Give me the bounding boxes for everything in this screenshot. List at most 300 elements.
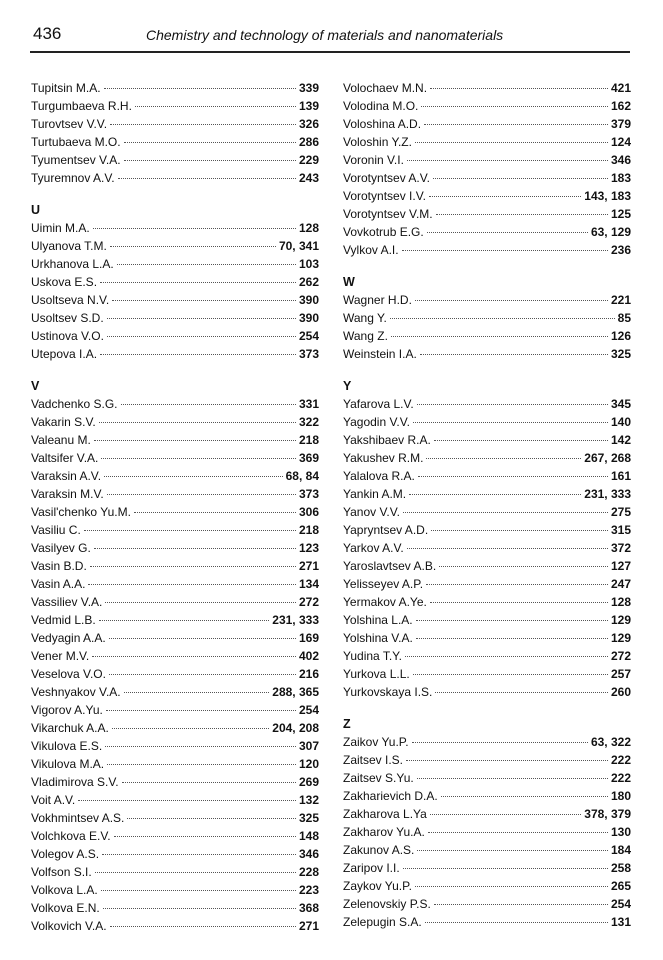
index-entry [343,665,631,683]
section-letter-heading: Y [343,379,352,393]
author-name: Yurkovskaya I.S. [343,685,433,699]
page-reference: 369 [298,451,319,465]
index-entry [343,503,631,521]
page-reference: 271 [298,559,319,573]
author-name: Yagodin V.V. [343,415,410,429]
author-name: Usoltseva N.V. [31,293,110,307]
page-reference: 129 [610,631,631,645]
dot-leader [109,637,296,639]
section-letter-heading: W [343,275,355,289]
author-name: Vasilyev G. [31,541,91,555]
author-name: Zaripov I.I. [343,861,400,875]
header-rule [30,51,630,53]
author-name: Zakharievich D.A. [343,789,438,803]
index-entry [343,327,631,345]
dot-leader [390,317,615,319]
page-reference: 85 [617,311,631,325]
dot-leader [107,763,296,765]
dot-leader [93,227,296,229]
author-name: Zaitsev S.Yu. [343,771,414,785]
index-entry [31,219,319,237]
dot-leader [436,213,608,215]
index-column-left [31,79,319,935]
author-name: Volkova L.A. [31,883,98,897]
index-entry [343,751,631,769]
page-reference: 142 [610,433,631,447]
dot-leader [110,123,296,125]
page-reference: 222 [610,753,631,767]
dot-leader [434,903,608,905]
index-entry [31,611,319,629]
dot-leader [415,141,608,143]
dot-leader [425,921,608,923]
section-letter-heading: V [31,379,40,393]
dot-leader [412,741,588,743]
author-name: Vorotyntsev A.V. [343,171,430,185]
author-name: Valeanu M. [31,433,91,447]
index-entry [31,273,319,291]
dot-leader [112,299,296,301]
dot-leader [99,421,296,423]
index-entry [31,575,319,593]
page-reference: 267, 268 [584,451,631,465]
dot-leader [134,511,296,513]
page-reference: 421 [610,81,631,95]
index-entry [343,449,631,467]
page-reference: 254 [298,329,319,343]
author-name: Yapryntsev A.D. [343,523,429,537]
index-entry [343,169,631,187]
dot-leader [110,925,296,927]
author-name: Zelepugin S.A. [343,915,422,929]
dot-leader [109,673,296,675]
dot-leader [95,871,296,873]
index-entry [31,79,319,97]
index-entry [343,859,631,877]
author-name: Varaksin A.V. [31,469,102,483]
index-entry [31,395,319,413]
page-reference: 368 [298,901,319,915]
author-name: Vovkotrub E.G. [343,225,424,239]
index-entry [343,97,631,115]
index-entry [343,593,631,611]
author-name: Vedmid L.B. [31,613,96,627]
author-name: Volochaev M.N. [343,81,428,95]
author-name: Vikulova E.S. [31,739,103,753]
author-name: Wagner H.D. [343,293,412,307]
index-entry [343,769,631,787]
dot-leader [104,475,283,477]
page-reference: 161 [610,469,631,483]
index-entry [31,539,319,557]
author-name: Valtsifer V.A. [31,451,99,465]
page-reference: 148 [298,829,319,843]
dot-leader [107,317,296,319]
page-reference: 262 [298,275,319,289]
author-name: Vadchenko S.G. [31,397,118,411]
page-reference: 346 [298,847,319,861]
index-entry [31,737,319,755]
author-name: Yalalova R.A. [343,469,415,483]
dot-leader [407,159,608,161]
dot-leader [78,799,296,801]
page-reference: 254 [610,897,631,911]
dot-leader [100,281,296,283]
author-name: Yermakov A.Ye. [343,595,427,609]
page-reference: 184 [610,843,631,857]
index-entry [31,773,319,791]
author-name: Yakushev R.M. [343,451,424,465]
index-entry [343,557,631,575]
dot-leader [84,529,296,531]
page-reference: 243 [298,171,319,185]
index-entry [31,899,319,917]
page-reference: 265 [610,879,631,893]
index-entry [31,845,319,863]
page-reference: 126 [610,329,631,343]
dot-leader [431,529,608,531]
index-entry [31,701,319,719]
dot-leader [435,691,608,693]
index-entry [31,827,319,845]
index-entry [31,503,319,521]
page-reference: 345 [610,397,631,411]
page-reference: 124 [610,135,631,149]
index-entry [343,187,631,205]
dot-leader [121,403,296,405]
author-name: Uskova E.S. [31,275,98,289]
page-reference: 257 [610,667,631,681]
author-name: Vigorov A.Yu. [31,703,103,717]
dot-leader [114,835,296,837]
index-entry [31,133,319,151]
dot-leader [105,601,296,603]
author-name: Weinstein I.A. [343,347,417,361]
page-reference: 131 [610,915,631,929]
dot-leader [413,673,608,675]
author-name: Vasiliu C. [31,523,81,537]
index-entry [343,683,631,701]
index-entry [343,345,631,363]
page-reference: 231, 333 [272,613,319,627]
page-reference: 70, 341 [278,239,319,253]
author-name: Yankin A.M. [343,487,407,501]
index-entry [343,629,631,647]
index-entry [31,917,319,935]
author-name: Yelisseyev A.P. [343,577,424,591]
dot-leader [127,817,296,819]
dot-leader [106,709,296,711]
page-reference: 379 [610,117,631,131]
author-name: Yurkova L.L. [343,667,410,681]
author-name: Yaroslavtsev A.B. [343,559,437,573]
page-reference: 128 [610,595,631,609]
author-name: Turtubaeva M.O. [31,135,121,149]
dot-leader [428,831,608,833]
author-name: Zaitsev I.S. [343,753,404,767]
dot-leader [135,105,296,107]
index-entry [343,485,631,503]
page-reference: 143, 183 [584,189,631,203]
dot-leader [417,403,608,405]
index-entry [343,115,631,133]
author-name: Tyuremnov A.V. [31,171,115,185]
dot-leader [124,159,296,161]
author-name: Wang Z. [343,329,388,343]
index-entry [31,431,319,449]
page-reference: 132 [298,793,319,807]
page-reference: 204, 208 [272,721,319,735]
index-entry [343,733,631,751]
page-reference: 125 [610,207,631,221]
index-entry [343,395,631,413]
author-name: Vener M.V. [31,649,90,663]
author-name: Ustinova V.O. [31,329,104,343]
dot-leader [88,583,295,585]
dot-leader [415,885,608,887]
dot-leader [415,299,608,301]
page-reference: 120 [298,757,319,771]
index-entry [31,449,319,467]
dot-leader [100,353,296,355]
index-entry [31,327,319,345]
page-reference: 216 [298,667,319,681]
author-name: Turgumbaeva R.H. [31,99,132,113]
index-entry [31,309,319,327]
page-reference: 139 [298,99,319,113]
page-reference: 63, 322 [590,735,631,749]
author-name: Voronin V.I. [343,153,404,167]
author-name: Voit A.V. [31,793,76,807]
author-name: Vikulova M.A. [31,757,105,771]
dot-leader [402,249,608,251]
index-entry [343,151,631,169]
index-entry [343,841,631,859]
page-reference: 183 [610,171,631,185]
index-entry [343,241,631,259]
dot-leader [418,475,608,477]
dot-leader [433,177,608,179]
page-reference: 373 [298,347,319,361]
index-entry [31,683,319,701]
author-name: Yarkov A.V. [343,541,404,555]
author-name: Voloshin Y.Z. [343,135,412,149]
page-reference: 247 [610,577,631,591]
index-entry [31,115,319,133]
dot-leader [417,777,608,779]
index-section [343,377,631,701]
index-entry [31,291,319,309]
index-entry [343,611,631,629]
index-entry [343,647,631,665]
index-entry [343,787,631,805]
author-name: Wang Y. [343,311,387,325]
dot-leader [101,889,296,891]
author-name: Zelenovskiy P.S. [343,897,431,911]
page-reference: 127 [610,559,631,573]
page-reference: 325 [610,347,631,361]
index-entry [31,97,319,115]
dot-leader [110,245,276,247]
author-name: Utepova I.A. [31,347,98,361]
dot-leader [413,421,608,423]
dot-leader [107,493,296,495]
page-reference: 331 [298,397,319,411]
page-reference: 346 [610,153,631,167]
dot-leader [102,853,296,855]
author-name: Tupitsin M.A. [31,81,101,95]
index-entry [31,237,319,255]
author-name: Vakarin S.V. [31,415,96,429]
dot-leader [124,691,270,693]
index-entry [31,629,319,647]
index-entry [31,169,319,187]
author-name: Volkova E.N. [31,901,100,915]
dot-leader [426,583,608,585]
author-name: Volegov A.S. [31,847,100,861]
author-name: Yakshibaev R.A. [343,433,431,447]
author-name: Usoltsev S.D. [31,311,104,325]
page-reference: 222 [610,771,631,785]
dot-leader [107,335,296,337]
author-name: Vladimirova S.V. [31,775,119,789]
page-reference: 307 [298,739,319,753]
page-number: 436 [33,24,62,43]
dot-leader [124,141,296,143]
author-name: Ulyanova T.M. [31,239,107,253]
author-name: Tyumentsev V.A. [31,153,121,167]
dot-leader [421,105,608,107]
dot-leader [427,231,588,233]
dot-leader [426,457,581,459]
index-entry [31,647,319,665]
author-name: Vorotyntsev I.V. [343,189,426,203]
page-reference: 218 [298,433,319,447]
dot-leader [405,655,608,657]
index-entry [31,593,319,611]
page-reference: 140 [610,415,631,429]
page-reference: 129 [610,613,631,627]
dot-leader [409,493,581,495]
page-reference: 180 [610,789,631,803]
dot-leader [94,439,296,441]
dot-leader [416,619,608,621]
author-name: Vylkov A.I. [343,243,399,257]
page-reference: 218 [298,523,319,537]
page-reference: 123 [298,541,319,555]
author-name: Volodina M.O. [343,99,419,113]
page-reference: 221 [610,293,631,307]
author-name: Volchkova E.V. [31,829,111,843]
dot-leader [430,601,608,603]
dot-leader [430,813,581,815]
index-entry [343,413,631,431]
dot-leader [118,177,296,179]
author-name: Vasin A.A. [31,577,86,591]
page-reference: 378, 379 [584,807,631,821]
page-reference: 229 [298,153,319,167]
index-section [31,79,319,187]
page-reference: 325 [298,811,319,825]
page-reference: 269 [298,775,319,789]
author-name: Vokhmintsev A.S. [31,811,125,825]
author-name: Volkovich V.A. [31,919,107,933]
page-reference: 272 [298,595,319,609]
dot-leader [90,565,296,567]
dot-leader [391,335,608,337]
author-name: Zakharova L.Ya [343,807,427,821]
author-name: Uimin M.A. [31,221,90,235]
dot-leader [103,907,296,909]
author-name: Turovtsev V.V. [31,117,108,131]
index-entry [31,755,319,773]
index-entry [343,895,631,913]
index-entry [343,539,631,557]
index-entry [343,521,631,539]
index-entry [31,467,319,485]
page-reference: 63, 129 [590,225,631,239]
author-name: Vikarchuk A.A. [31,721,109,735]
dot-leader [441,795,608,797]
page-reference: 228 [298,865,319,879]
page-reference: 68, 84 [285,469,319,483]
index-entry [31,255,319,273]
author-name: Volfson S.I. [31,865,92,879]
dot-leader [434,439,608,441]
author-name: Vedyagin A.A. [31,631,106,645]
index-section [31,201,319,363]
index-entry [31,521,319,539]
index-entry [31,485,319,503]
running-title: Chemistry and technology of materials and nanomaterials [146,27,504,43]
author-name: Voloshina A.D. [343,117,422,131]
index-entry [31,791,319,809]
author-name: Yafarova L.V. [343,397,414,411]
dot-leader [99,619,270,621]
dot-leader [105,745,296,747]
index-entry [31,863,319,881]
page-reference: 103 [298,257,319,271]
index-entry [343,805,631,823]
dot-leader [403,511,608,513]
index-entry [343,431,631,449]
author-name: Vorotyntsev V.M. [343,207,433,221]
dot-leader [439,565,608,567]
page-reference: 372 [610,541,631,555]
index-entry [343,913,631,931]
index-entry [31,881,319,899]
page-reference: 339 [298,81,319,95]
page-reference: 169 [298,631,319,645]
author-name: Zakunov A.S. [343,843,415,857]
page-reference: 322 [298,415,319,429]
index-entry [31,151,319,169]
index-section [343,715,631,931]
index-entry [31,809,319,827]
author-name: Yudina T.Y. [343,649,402,663]
page-reference: 286 [298,135,319,149]
index-section [343,79,631,259]
author-name: Zaikov Yu.P. [343,735,409,749]
index-entry [31,719,319,737]
author-name: Vasin B.D. [31,559,87,573]
dot-leader [417,849,608,851]
dot-leader [429,195,581,197]
index-entry [31,557,319,575]
index-section [343,273,631,363]
dot-leader [406,759,608,761]
dot-leader [104,87,296,89]
